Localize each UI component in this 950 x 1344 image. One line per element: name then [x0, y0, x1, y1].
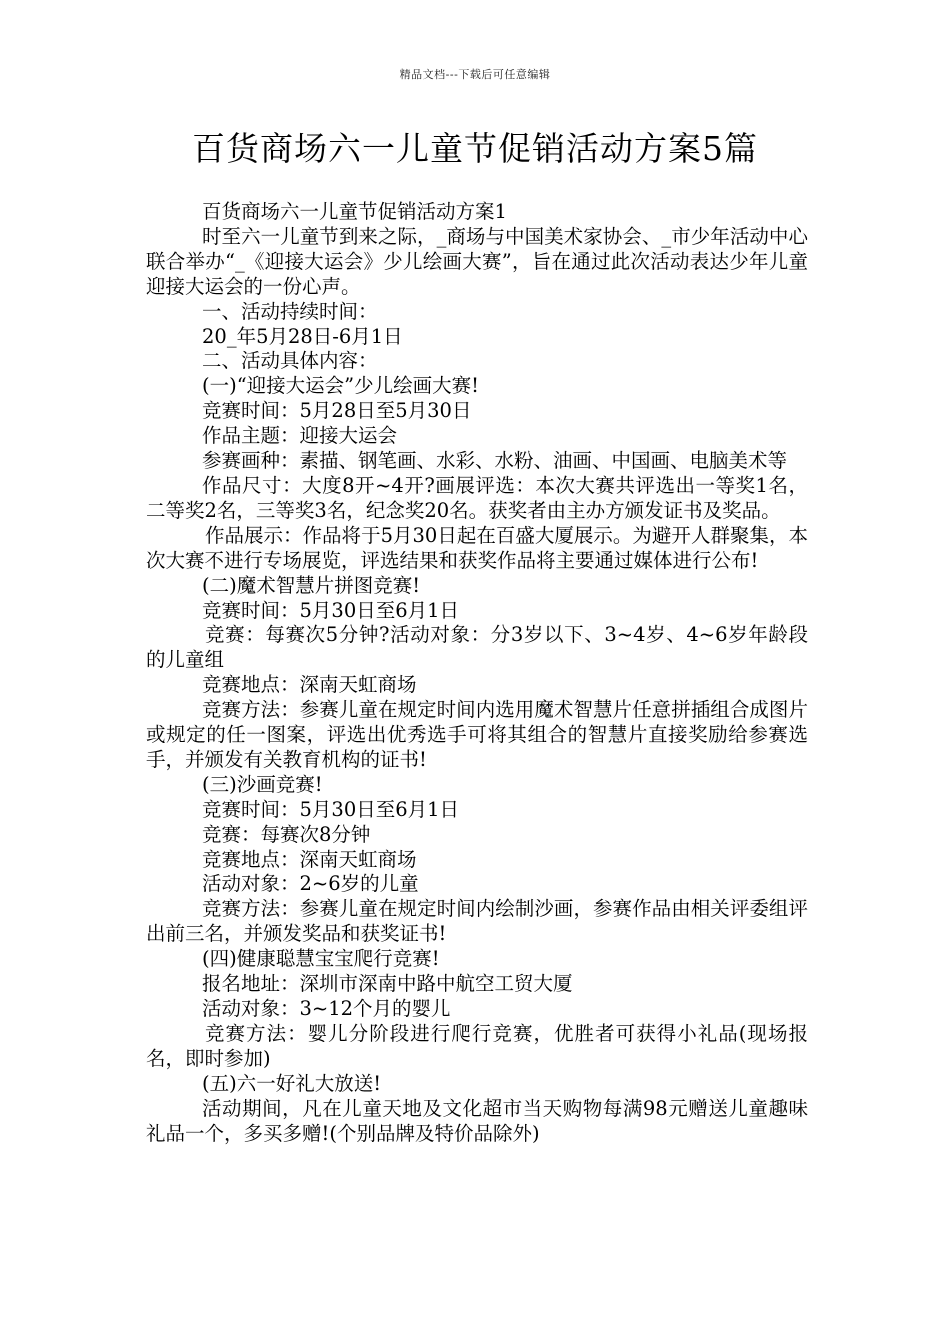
detail-paragraph: 活动期间，凡在儿童天地及文化超市当天购物每满98元赠送儿童趣味礼品一个，多买多赠!(个别品牌及特价品除外) [146, 1096, 808, 1145]
detail-paragraph: 参赛画种：素描、钢笔画、水彩、水粉、油画、中国画、电脑美术等 [202, 449, 788, 473]
subsection-heading: (五)六一好礼大放送! [202, 1071, 382, 1095]
detail-line: 活动对象：2~6岁的儿童 [202, 872, 419, 896]
detail-line: 活动对象：3~12个月的婴儿 [202, 997, 451, 1020]
document-body [146, 200, 808, 1146]
detail-line: 竞赛时间：5月30日至6月1日 [202, 797, 460, 821]
detail-line: 竞赛时间：5月28日至5月30日 [202, 399, 472, 423]
detail-line: 报名地址：深圳市深南中路中航空工贸大厦 [202, 972, 573, 996]
header-note: 精品文档---下载后可任意编辑 [399, 68, 551, 81]
subsection-heading: (三)沙画竞赛! [202, 772, 323, 796]
intro-paragraph: 时至六一儿童节到来之际，_商场与中国美术家协会、_市少年活动中心联合举办“_《迎接大运会》少儿绘画大赛”，旨在通过此次活动表达少年儿童迎接大运会的一份心声。 [146, 224, 808, 298]
document-title: 百货商场六一儿童节促销活动方案5篇 [192, 129, 758, 168]
subsection-heading: (一)“迎接大运会”少儿绘画大赛! [202, 374, 479, 398]
section-heading: 百货商场六一儿童节促销活动方案1 [202, 200, 507, 223]
detail-line: 作品主题：迎接大运会 [202, 424, 398, 448]
section-heading: 二、活动具体内容： [202, 349, 378, 373]
detail-line: 竞赛地点：深南天虹商场 [202, 847, 417, 871]
detail-paragraph: 作品展示：作品将于5月30日起在百盛大厦展示。为避开人群聚集，本次大赛不进行专场展览，评选结果和获奖作品将主要通过媒体进行公布! [146, 523, 808, 572]
detail-paragraph: 作品尺寸：大度8开~4开?画展评选：本次大赛共评选出一等奖1名，二等奖2名，三等奖3名，纪念奖20名。获奖者由主办方颁发证书及奖品。 [146, 473, 808, 522]
section-heading: 一、活动持续时间： [202, 299, 378, 323]
detail-line: 竞赛地点：深南天虹商场 [202, 673, 417, 697]
detail-line: 竞赛时间：5月30日至6月1日 [202, 598, 460, 622]
detail-paragraph: 竞赛方法：婴儿分阶段进行爬行竞赛，优胜者可获得小礼品(现场报名，即时参加) [146, 1021, 808, 1070]
detail-paragraph: 竞赛：每赛次5分钟?活动对象：分3岁以下、3~4岁、4~6岁年龄段的儿童组 [146, 623, 808, 672]
detail-paragraph: 竞赛方法：参赛儿童在规定时间内绘制沙画，参赛作品由相关评委组评出前三名，并颁发奖品和获奖证书! [146, 897, 808, 946]
detail-paragraph: 竞赛方法：参赛儿童在规定时间内选用魔术智慧片任意拼插组合成图片或规定的任一图案，评选出优秀选手可将其组合的智慧片直接奖励给参赛选手，并颁发有关教育机构的证书! [146, 698, 808, 771]
subsection-heading: (二)魔术智慧片拼图竞赛! [202, 573, 421, 597]
detail-line: 竞赛：每赛次8分钟 [202, 822, 371, 846]
date-line: 20_年5月28日-6月1日 [202, 324, 403, 348]
subsection-heading: (四)健康聪慧宝宝爬行竞赛! [202, 947, 440, 971]
